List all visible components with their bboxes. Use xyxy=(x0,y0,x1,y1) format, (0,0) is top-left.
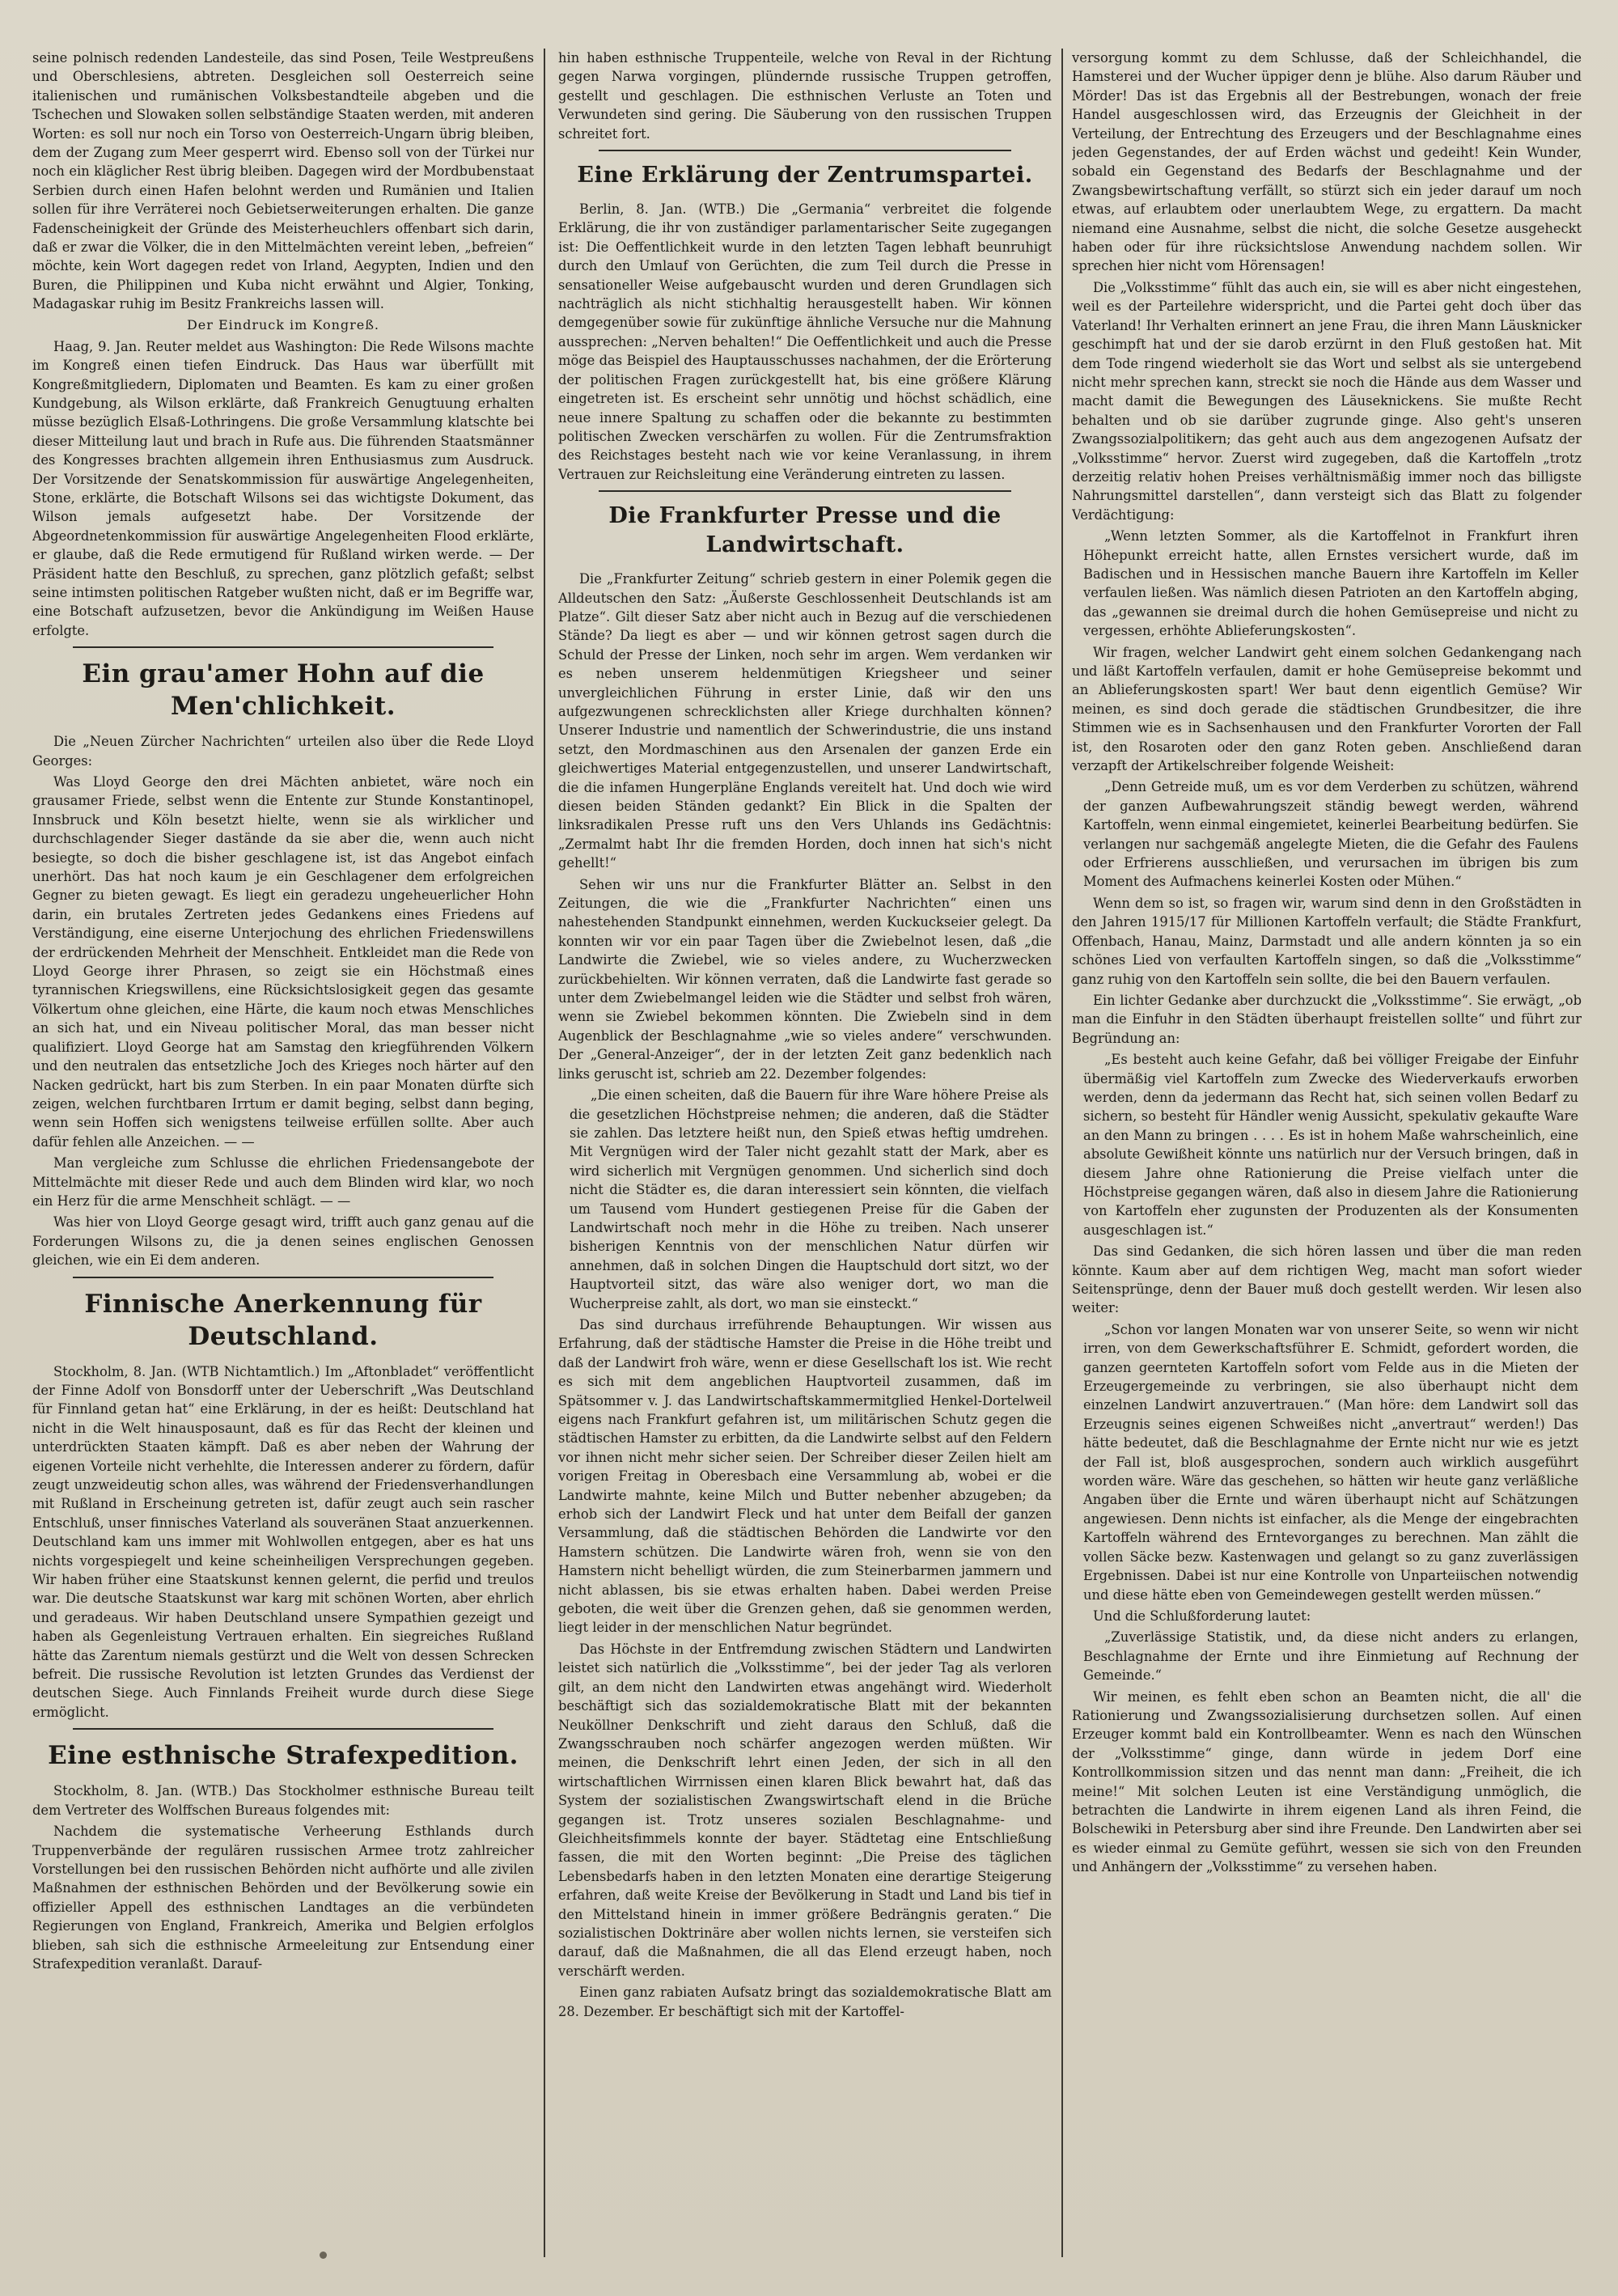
article-paragraph: Die „Volksstimme“ fühlt das auch ein, sie will es aber nicht eingestehen, weil es der Parteilehre widerspricht, und die Partei geht doch über das Vaterland! Ihr Verhalten erinnert an jene Frau, die ihren Mann Läusknicker geschimpft hat und der sie darob erzürnt in den Fluß gestoßen hat. Mit dem Tode ringend wiederholt sie das Wort und selbst als sie untergebend nicht mehr sprechen kann, streckt sie noch die Hände aus dem Wasser und macht damit die Bewegungen des Läuseknickens. Sie mußte Recht behalten und ob sie darüber zugrunde ginge. Also geht's unseren Zwangssozialpolitikern; das geht auch aus dem angezogenen Aufsatz der „Volksstimme“ hervor. Zuerst wird zugegeben, daß die Kartoffeln „trotz derzeitig relativ hohen Preises verhältnismäßig immer noch das billigste Nahrungsmittel darstellen“, dann versteigt sich das Blatt zu folgender Verdächtigung: xyxy=(1072,279,1582,523)
quoted-paragraph: „Es besteht auch keine Gefahr, daß bei völliger Freigabe der Einfuhr übermäßig viel Kartoffeln zum Zwecke des Wiederverkaufs erworben werden, denn da jedermann das Recht hat, sich seinen vollen Bedarf zu sichern, so besteht für Händler wenig Aussicht, spekulativ gekaufte Ware an den Mann zu bringen . . . . Es ist in hohem Maße wahrscheinlich, eine absolute Gewißheit könnte uns natürlich nur der Versuch bringen, daß in diesem Jahre ohne Rationierung die Preise vielfach unter die Höchstpreise gegangen wären, daß also in diesem Jahre die Rationierung von Kartoffeln eher zugunsten der Produzenten als der Konsumenten ausgeschlagen ist.“ xyxy=(1083,1052,1578,1238)
column-2 xyxy=(558,49,1052,2265)
article-heading: Finnische Anerkennung für Deutschland. xyxy=(84,1289,482,1351)
article-paragraph: Wenn dem so ist, so fragen wir, warum sind denn in den Großstädten in den Jahren 1915/17 für Millionen Kartoffeln verfault; die Städte Frankfurt, Offenbach, Hanau, Mainz, Darmstadt und alle andern könnten ja so ein schönes Lied von verfaulten Kartoffeln singen, so daß die „Volksstimme“ ganz ruhig von den Kartoffeln sein sollte, die bei den Bauern verfaulen. xyxy=(1072,895,1582,987)
article-paragraph: Was hier von Lloyd George gesagt wird, trifft auch ganz genau auf die Forderungen Wilsons zu, die ja denen seines englischen Genossen gleichen, wie ein Ei dem anderen. xyxy=(32,1214,534,1269)
column-rule-right xyxy=(1061,49,1063,2257)
article-paragraph: Und die Schlußforderung lautet: xyxy=(1093,1608,1311,1624)
article-paragraph: Man vergleiche zum Schlusse die ehrlichen Friedensangebote der Mittelmächte mit dieser Rede und auch dem Blinden wird klar, wo noch ein Herz für die arme Menschheit schlägt. — — xyxy=(32,1155,534,1209)
article-paragraph: Stockholm, 8. Jan. (WTB.) Das Stockholmer esthnische Bureau teilt dem Vertreter des Wolffschen Bureaus folgendes mit: xyxy=(32,1783,534,1818)
divider xyxy=(599,150,1011,151)
article-paragraph: Einen ganz rabiaten Aufsatz bringt das sozialdemokratische Blatt am 28. Dezember. Er beschäftigt sich mit der Kartoffel- xyxy=(558,1985,1052,2019)
divider xyxy=(599,490,1011,492)
article-heading: Ein grau'amer Hohn auf die Men'chlichkeit. xyxy=(82,659,485,722)
article-paragraph: Wir meinen, es fehlt eben schon an Beamten nicht, die all' die Rationierung und Zwangssozialisierung durchsetzen sollen. Auf einen Erzeuger kommt bald ein Kontrollbeamter. Wenn es nach den Wünschen der „Volksstimme“ ginge, dann würde in jedem Dorf eine Kontrollkommission sitzen und das nennt man dann: „Freiheit, die ich meine!“ Mit solchen Leuten ist eine Verständigung unmöglich, die betrachten die Landwirte in ihrem eigenen Land als ihren Feind, die Bolschewiki in Petersburg aber sind ihre Freunde. Den Landwirten aber sei es wieder einmal zu Gemüte geführt, wessen sie sich von den Freunden und Anhängern der „Volksstimme“ zu versehen haben. xyxy=(1072,1688,1582,1875)
article-heading: Eine esthnische Strafexpedition. xyxy=(48,1741,519,1771)
column-1 xyxy=(32,49,534,2265)
quoted-paragraph: „Wenn letzten Sommer, als die Kartoffelnot in Frankfurt ihren Höhepunkt erreicht hatte, allen Ernstes versichert wurde, daß im Badischen und in Hessischen manche Bauern ihre Kartoffeln im Keller verfaulen ließen. Was nämlich diesen Patrioten an den Kartoffeln abging, das „gewannen sie dreimal durch die hohen Gemüsepreise und nicht zu vergessen, erhöhte Ablieferungskosten“. xyxy=(1083,528,1578,639)
article-paragraph: Nachdem die systematische Verheerung Esthlands durch Truppenverbände der regulären russischen Armee trotz zahlreicher Vorstellungen bei den russischen Behörden nicht aufhörte und alle zivilen Maßnahmen der esthnischen Behörden und der Bevölkerung sowie ein offizieller Appell des esthnischen Landtages an die verbündeten Regierungen von England, Frankreich, Amerika und Belgien erfolglos blieben, sah sich die esthnische Armeeleitung zur Entsendung einer Strafexpedition veranlaßt. Darauf- xyxy=(32,1824,534,1972)
article-paragraph: Sehen wir uns nur die Frankfurter Blätter an. Selbst in den Zeitungen, die wie die „Frankfurter Nachrichten“ einen uns nahestehenden Standpunkt einnehmen, werden Kuckuckseier gelegt. Da konnten wir vor ein paar Tagen über die Zwiebelnot lesen, daß „die Landwirte die Zwiebel, wie so vieles andere, zu Wucherzwecken zurückbehielten. Wir können verraten, daß die Landwirte fast gerade so unter dem Zwiebelmangel leiden wie die Städter und selbst froh wären, wenn sie Zwiebel bekommen könnten. Die Zwiebeln sind in dem Augenblick der Beschlagnahme „wie so vieles andere“ verschwunden. Der „General-Anzeiger“, der in der letzten Zeit ganz bedenklich nach links geruscht ist, schrieb am 22. Dezember folgendes: xyxy=(558,876,1052,1082)
quoted-paragraph: „Die einen scheiten, daß die Bauern für ihre Ware höhere Preise als die gesetzlichen Höchstpreise nehmen; die anderen, daß die Städter sie zahlen. Das letztere heißt nun, den Spieß etwas heftig umdrehen. Mit Vergnügen wird der Taler nicht gezahlt statt der Mark, aber es wird sicherlich mit Vergnügen genommen. Und sicherlich sind doch nicht die Städter es, die daran interessiert sein könnten, die vielfach um Tausend vom Hundert gestiegenen Preise für die Gaben der Landwirtschaft noch mehr in die Höhe zu treiben. Nach unserer bisherigen Kenntnis von der menschlichen Natur dürfen wir annehmen, daß in solchen Dingen die Hauptschuld dort sitzt, wo der Hauptvorteil sitzt, das wäre also weniger dort, wo man die Wucherpreise zahlt, als dort, wo man sie einsteckt.“ xyxy=(570,1087,1048,1311)
article-paragraph: hin haben esthnische Truppenteile, welche von Reval in der Richtung gegen Narwa vorgingen, plündernde russische Truppen getroffen, gestellt und geschlagen. Die esthnischen Verluste an Toten und Verwundeten sind gering. Die Säuberung von den russischen Truppen schreitet fort. xyxy=(558,50,1052,142)
divider xyxy=(73,1277,493,1278)
divider xyxy=(73,1728,493,1730)
article-paragraph: Haag, 9. Jan. Reuter meldet aus Washington: Die Rede Wilsons machte im Kongreß einen tiefen Eindruck. Das Haus war überfüllt mit Kongreßmitgliedern, Diplomaten und Beamten. Es kam zu einer großen Kundgebung, als Wilson erklärte, daß Frankreich Genugtuung erhalten müsse bezüglich Elsaß-Lothringens. Die große Versammlung klatschte bei dieser Mitteilung laut und brach in Rufe aus. Die führenden Staatsmänner des Kongresses brachten allgemein ihren Enthusiasmus zum Ausdruck. Der Vorsitzende der Senatskommission für auswärtige Angelegenheiten, Stone, erklärte, die Botschaft Wilsons sei das wichtigste Dokument, das Wilson jemals aufgesetzt habe. Der Vorsitzende der Abgeordnetenkommission für auswärtige Angelegenheiten Flood erklärte, er glaube, daß die Rede ermutigend für Rußland wirken werde. — Der Präsident hatte den Beschluß, zu sprechen, ganz plötzlich gefaßt; selbst seine intimsten politischen Ratgeber wußten nicht, daß er im Begriffe war, eine Botschaft aufzusetzen, bevor die Ankündigung im Weißen Hause erfolgte. xyxy=(32,338,534,638)
article-paragraph: Das Höchste in der Entfremdung zwischen Städtern und Landwirten leistet sich natürlich die „Volksstimme“, bei der jeder Tag als verloren gilt, an dem nicht den Landwirten etwas angehängt wird. Wiederholt beschäftigt sich das sozialdemokratische Blatt mit der bekannten Neuköllner Denkschrift und zieht daraus den Schluß, daß die Zwangsschrauben noch schärfer angezogen werden müßten. Wir meinen, die Denkschrift lehrt einen Jeden, der sich in all den wirtschaftlichen Wirrnissen einen klaren Blick bewahrt hat, daß das System der sozialistischen Zwangswirtschaft elend in die Brüche gegangen ist. Trotz unseres sozialen Beschlagnahme- und Gleichheitsfimmels konnte der bayer. Städtetag eine Entschließung fassen, die mit den Worten beginnt: „Die Preise des täglichen Lebensbedarfs haben in den letzten Monaten eine derartige Steigerung erfahren, daß weite Kreise der Bevölkerung in Stadt und Land bis tief in den Mittelstand hinein in immer größere Bedrängnis geraten.“ Die sozialistischen Doktrinäre aber wollen nichts lernen, sie versteifen sich darauf, daß die Maßnahmen, die all das Elend erzeugt haben, noch verschärft werden. xyxy=(558,1641,1052,1979)
quoted-paragraph: „Schon vor langen Monaten war von unserer Seite, so wenn wir nicht irren, von dem Gewerkschaftsführer E. Schmidt, gefordert worden, die ganzen geernteten Kartoffeln sofort vom Felde aus in die Mieten der Erzeugergemeinde zu verbringen, sie also überhaupt nicht dem einzelnen Landwirt anzuvertrauen.“ (Man höre: dem Landwirt soll das Erzeugnis seines eigenen Schweißes nicht „anvertraut“ werden!) Das hätte bedeutet, daß die Beschlagnahme der Ernte nicht nur wie es jetzt der Fall ist, bloß ausgesprochen, sondern auch wirklich ausgeführt worden wäre. Wäre das geschehen, so hätten wir heute ganz verläßliche Angaben über die Ernte und wären überhaupt nicht auf Schätzungen angewiesen. Denn nichts ist einfacher, als die Menge der eingebrachten Kartoffeln während des Erntevorganges zu berechnen. Man zählt die vollen Säcke bezw. Kastenwagen und gelangt so zu ganz zuverlässigen Ergebnissen. Dabei ist nur eine Kontrolle von Unparteiischen notwendig und diese hätte eben von Gemeindewegen gestellt werden müssen.“ xyxy=(1083,1321,1578,1603)
article-paragraph: versorgung kommt zu dem Schlusse, daß der Schleichhandel, die Hamsterei und der Wucher üppiger denn je blühe. Also darum Räuber und Mörder! Das ist das Ergebnis all der Bestrebungen, wonach der freie Handel ausgeschlossen wird, das Erzeugnis der Gleichheit in der Verteilung, der Entrechtung des Erzeugers und der Beschlagnahme eines jeden Gegenstandes, der auf Erden wächst und gedeiht! Kein Wunder, sobald ein Gegenstand des Bedarfs der Beschlagnahme und der Zwangsbewirtschaftung verfällt, so stürzt sich ein jeder darauf um noch etwas, auf erlaubtem oder unerlaubtem Wege, zu ergattern. Da macht niemand eine Ausnahme, selbst die nicht, die solche Gesetze ausgeheckt haben oder für ihre rücksichtslose Anwendung nachdem sollen. Wir sprechen hier nicht vom Hörensagen! xyxy=(1072,50,1582,274)
article-heading: Die Frankfurter Presse und die Landwirtschaft. xyxy=(608,503,1002,558)
divider xyxy=(73,646,493,648)
article-paragraph: Das sind Gedanken, die sich hören lassen und über die man reden könnte. Kaum aber auf dem richtigen Weg, macht man sofort wieder Seitensprünge, denn der Bauer muß doch gestellt werden. Wir lesen also weiter: xyxy=(1072,1243,1582,1316)
article-heading: Eine Erklärung der Zentrumspartei. xyxy=(577,163,1033,189)
section-subheading: Der Eindruck im Kongreß. xyxy=(186,316,380,333)
quoted-paragraph: „Zuverlässige Statistik, und, da diese nicht anders zu erlangen, Beschlagnahme der Ernte und ihre Einmietung auf Rechnung der Gemeinde.“ xyxy=(1083,1629,1578,1684)
article-paragraph: Was Lloyd George den drei Mächten anbietet, wäre noch ein grausamer Friede, selbst wenn die Entente zur Stunde Konstantinopel, Innsbruck und Köln besetzt hielte, wenn sie als wirklicher und durchschlagender Sieger dastände da sie aber die, wenn auch nicht besiegte, so doch die bisher geschlagene ist, ist das Angebot einfach unerhört. Das hat noch kaum je ein Geschlagener dem erfolgreichen Gegner zu bieten gewagt. Es liegt ein geradezu ungeheuerlicher Hohn darin, ein brutales Zertreten jedes Gedankens eines Friedens auf Verständigung, eine eiserne Unterjochung des ehrlichen Friedenswillens der erdrückenden Mehrheit der Menschheit. Entkleidet man die Rede von Lloyd George ihrer Phrasen, so zeigt sie ein Höchstmaß eines tyrannischen Kriegswillens, eine Rücksichtslosigkeit gegen das gesamte Völkertum ohne gleichen, eine Härte, die kaum noch etwas Menschliches an sich hat, und ein Niveau politischer Moral, das man besser nicht qualifiziert. Lloyd George hat am Samstag den kriegführenden Völkern und den neutralen das entsetzliche Joch des Krieges noch härter auf den Nacken gedrückt, hart bis zum Sterben. In ein paar Monaten dürfte sich zeigen, welchen furchtbaren Irrtum er damit beging, selbst dann beging, wenn sein Hoffen sich wenigstens teilweise erfüllen sollte. Aber auch dafür fehlen alle Anzeichen. — — xyxy=(32,774,534,1150)
article-paragraph: Das sind durchaus irreführende Behauptungen. Wir wissen aus Erfahrung, daß der städtische Hamster die Preise in die Höhe treibt und daß der Landwirt froh wäre, wenn er diese Gesellschaft los ist. Wie recht es sich mit dem angeblichen Hauptvorteil zusammen, daß im Spätsommer v. J. das Landwirtschaftskammermitglied Henkel-Dortelweil eigens nach Frankfurt gefahren ist, um militärischen Schutz gegen die städtischen Hamster zu erbitten, da die Landwirte selbst auf den Feldern vor ihnen nicht mehr sicher seien. Der Schreiber dieser Zeilen hielt am vorigen Freitag in Oberesbach eine Versammlung ab, wobei er die Landwirte mahnte, keine Milch und Butter nebenher abzugeben; da erhob sich der Landwirt Fleck und hat unter dem Beifall der ganzen Versammlung, daß die städtischen Behörden die Landwirte vor den Hamstern schützen. Die Landwirte wären froh, wenn sie von den Hamstern nicht behelligt würden, die zum Steinerbarmen jammern und nicht ablassen, bis sie etwas erhalten haben. Dabei werden Preise geboten, die weit über die Grenzen gehen, daß sie genommen werden, liegt leider in der menschlichen Natur begründet. xyxy=(558,1316,1052,1636)
article-paragraph: seine polnisch redenden Landesteile, das sind Posen, Teile Westpreußens und Oberschlesiens, abtreten. Desgleichen soll Oesterreich seine italienischen und rumänischen Volksbestandteile abgeben und die Tschechen und Slowaken sollen selbständige Staaten werden, mit anderen Worten: es soll nur noch ein Torso von Oesterreich-Ungarn übrig bleiben, dem der Zugang zum Meer gesperrt wird. Ebenso soll von der Türkei nur noch ein kläglicher Rest übrig bleiben. Dagegen wird der Mordbubenstaat Serbien durch einen Hafen belohnt werden und Rumänien und Italien sollen für ihre Verräterei noch Gebietserweiterungen erhalten. Die ganze Fadenscheinigkeit der Gründe des Meisterheuchlers offenbart sich darin, daß er zwar die Völker, die in den Mittelmächten vereint leben, „befreien“ möchte, kein Wort dagegen redet von Irland, Aegypten, Indien und den Buren, die Philippinen und Kuba nicht erwähnt und Algier, Tonking, Madagaskar ruhig im Besitz Frankreichs lassen will. xyxy=(32,50,534,312)
article-paragraph: Berlin, 8. Jan. (WTB.) Die „Germania“ verbreitet die folgende Erklärung, die ihr von zuständiger parlamentarischer Seite zugegangen ist: Die Oeffentlichkeit wurde in den letzten Tagen lebhaft beunruhigt durch den Umlauf von Gerüchten, die zum Teil durch die Presse in sensationeller Weise aufgebauscht wurden und deren Grundlagen sich nachträglich als nicht stichhaltig herausgestellt haben. Wir können demgegenüber sowie für zukünftige ähnliche Versuche nur die Mahnung aussprechen: „Nerven behalten!“ Die Oeffentlichkeit und auch die Presse möge das Beispiel des Hauptausschusses nachahmen, der die Erörterung der politischen Fragen zurückgestellt hat, bis eine größere Klärung eingetreten ist. Es erscheint sehr unnötig und höchst schädlich, eine neue innere Spaltung zu schaffen oder die bekannte zu bestimmten politischen Zwecken verschärfen zu wollen. Für die Zentrumsfraktion des Reichstages besteht nach wie vor keine Veranlassung, in ihrem Vertrauen zur Reichsleitung eine Veränderung eintreten zu lassen. xyxy=(558,201,1052,482)
article-paragraph: Die „Frankfurter Zeitung“ schrieb gestern in einer Polemik gegen die Alldeutschen den Satz: „Äußerste Geschlossenheit Deutschlands ist am Platze“. Gilt dieser Satz aber nicht auch in Bezug auf die verschiedenen Stände? Da liegt es aber — und wir können getrost sagen durch die Schuld der Presse der Linken, noch sehr im argen. Wem verdanken wir es neben unserem heldenmütigen Kriegsheer und seiner unvergleichlichen Führung in erster Linie, daß wir den uns aufgezwungenen schrecklichsten aller Kriege durchhalten können? Unserer Industrie und namentlich der Schwerindustrie, die uns instand setzt, den Mordmaschinen aus den Arsenalen der ganzen Erde ein gleichwertiges Material entgegenzustellen, und unserer Landwirtschaft, die die infamen Hungerpläne Englands vereitelt hat. Und doch wie wird diesen beiden Ständen gedankt? Ein Blick in die Spalten der linksradikalen Presse ruft uns den Vers Uhlands ins Gedächtnis: „Zermalmt habt Ihr die fremden Horden, doch innen hat sich's nicht gehellt!“ xyxy=(558,571,1052,871)
ink-spot xyxy=(320,2252,327,2259)
column-3 xyxy=(1072,49,1582,2265)
article-paragraph: Stockholm, 8. Jan. (WTB Nichtamtlich.) Im „Aftonbladet“ veröffentlicht der Finne Adolf von Bonsdorff unter der Ueberschrift „Was Deutschland für Finnland getan hat“ eine Erklärung, in der es heißt: Deutschland hat nicht in die Welt hinausposaunt, daß es für das Recht der kleinen und unterdrückten Staaten kämpft. Daß es aber neben der Wahrung der eigenen Vorteile nicht verhehlte, die Interessen anderer zu fördern, dafür zeugt unzweideutig schon alles, was während der Friedensverhandlungen mit Rußland in Erscheinung getreten ist, dafür zeugt auch sein rascher Entschluß, unser finnisches Vaterland als souveränen Staat anzuerkennen. Deutschland kam uns immer mit Wohlwollen entgegen, aber es hat uns nichts vorgespiegelt und keine scheinheiligen Versprechungen gegeben. Wir haben früher eine Staatskunst kennen gelernt, die perfid und treulos war. Die deutsche Staatskunst war karg mit schönen Worten, aber ehrlich und geradeaus. Wir haben Deutschland unsere Sympathien gezeigt und haben als Gegenleistung Vertrauen erhalten. Ein siegreiches Rußland hätte das Zarentum niemals gestürzt und die Welt von dessen Schrecken befreit. Die russische Revolution ist letzten Grundes das Verdienst der deutschen Siege. Auch Finnlands Freiheit wurde durch diese Siege ermöglicht. xyxy=(32,1363,534,1720)
article-paragraph: Wir fragen, welcher Landwirt geht einem solchen Gedankengang nach und läßt Kartoffeln verfaulen, damit er hohe Gemüsepreise bekommt und an Ablieferungskosten spart! Wer baut denn eigentlich Gemüse? Wir meinen, es sind doch gerade die städtischen Grundbesitzer, die ihre Stimmen wie es in Sachsenhausen und den Frankfurter Vororten der Fall ist, den Rosaroten oder den ganz Roten geben. Anschließend daran verzapft der Artikelschreiber folgende Weisheit: xyxy=(1072,644,1582,774)
article-paragraph: Die „Neuen Zürcher Nachrichten“ urteilen also über die Rede Lloyd Georges: xyxy=(32,734,534,769)
article-paragraph: Ein lichter Gedanke aber durchzuckt die „Volksstimme“. Sie erwägt, „ob man die Einfuhr in den Städten überhaupt freistellen sollte“ und führt zur Begründung an: xyxy=(1072,992,1582,1046)
column-rule-left xyxy=(544,49,545,2257)
quoted-paragraph: „Denn Getreide muß, um es vor dem Verderben zu schützen, während der ganzen Aufbewahrungszeit ständig bewegt werden, während Kartoffeln, wenn einmal eingemietet, keinerlei Bearbeitung bedürfen. Sie verlangen nur sachgemäß angelegte Mieten, die die Gefahr des Faulens oder Erfrierens ausschließen, und verursachen im übrigen bis zum Moment des Aufmachens keinerlei Kosten oder Mühen.“ xyxy=(1083,779,1578,890)
